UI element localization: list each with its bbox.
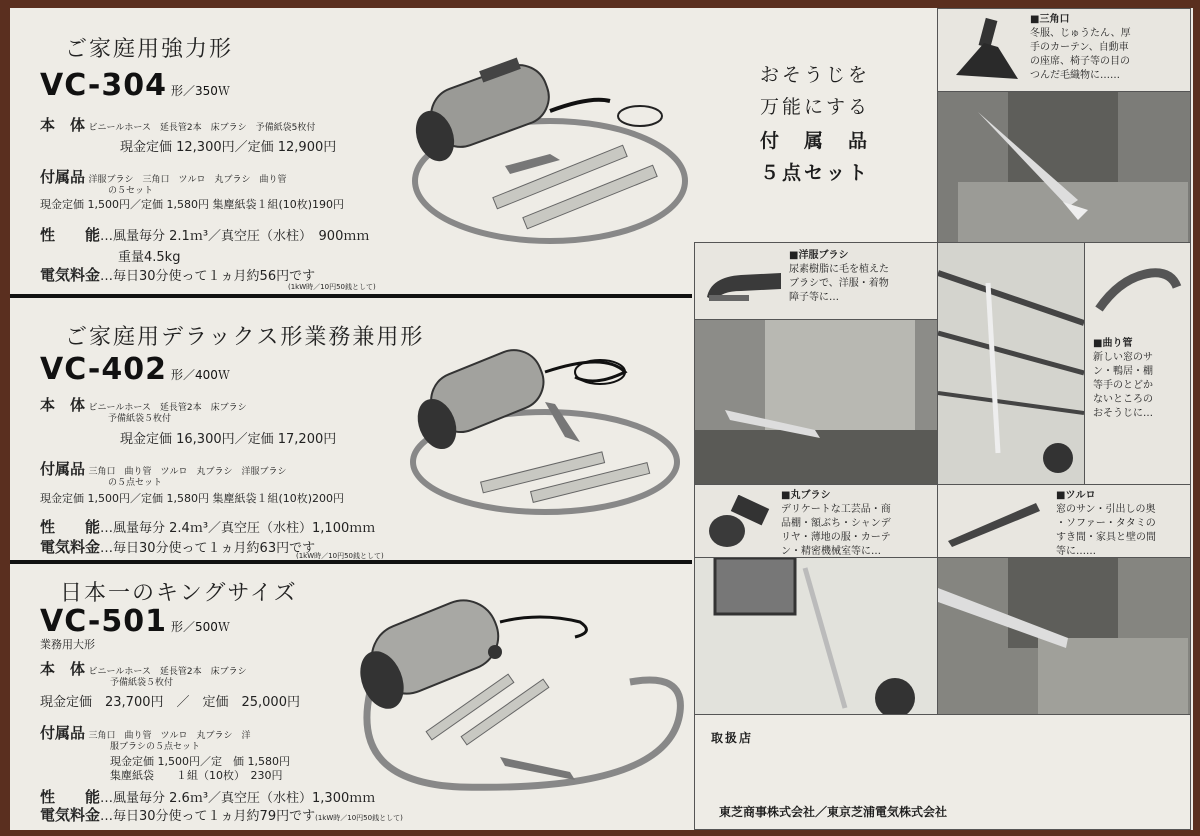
vc304-elec-row — [40, 264, 315, 285]
vc304-headline: ご家庭用強力形 — [65, 37, 234, 62]
youfuku-line: 尿素樹脂に毛を植えた — [789, 264, 889, 275]
vc304-body-items: ビニールホース 延長管2本 床ブラシ 予備紙袋5枚付 — [88, 123, 316, 133]
sankaku-title: ■三角口 — [1030, 14, 1070, 25]
tsuru-line: ・ソファー・タタミの — [1056, 518, 1156, 529]
vc304-acc-items: 洋服ブラシ 三角口 ツルロ 丸ブラシ 曲り管 — [88, 175, 287, 185]
vc402-elec-label: 電気料金 — [40, 538, 101, 556]
vc501-perf: …風量毎分 2.6ｍ³／真空圧（水柱）1,300ｍｍ — [100, 791, 376, 806]
accessory-panels — [692, 8, 1193, 830]
sankaku-line: 手のカーテン、自動車 — [1030, 42, 1129, 53]
vc402-perf-label: 性 能 — [40, 518, 101, 536]
vc402-acc-row — [40, 458, 287, 479]
magari-line: ン・鴨居・棚 — [1093, 366, 1153, 377]
vc402-body-items2: 予備紙袋５枚付 — [108, 414, 172, 424]
crevice-nozzle-icon — [944, 497, 1044, 547]
vc402-acc-label: 付属品 — [40, 460, 86, 478]
ceiling-photo — [937, 242, 1085, 485]
vc501-acc-items: 三角口 曲り管 ツルロ 丸ブラシ 洋 — [88, 731, 251, 741]
vc501-model-number: VC-501 — [40, 604, 167, 639]
vc402-section — [10, 298, 692, 560]
magari-line: ないところの — [1093, 394, 1153, 405]
clothes-photo-image — [695, 320, 937, 484]
vc402-acc-items2: の５点セット — [108, 478, 163, 488]
dealer-panel — [694, 714, 1191, 830]
vc501-body-items2: 予備紙袋５枚付 — [110, 678, 174, 688]
vc501-body-items: ビニールホース 延長管2本 床ブラシ — [88, 667, 247, 677]
bent-pipe-icon — [1091, 259, 1183, 317]
vc402-wattage: 形／400Ｗ — [171, 368, 230, 382]
vc501-acc-items2: 服ブラシの５点セット — [110, 742, 201, 752]
sofa-photo-image — [938, 92, 1190, 242]
clothes-brush-photo — [694, 319, 938, 485]
magari-caption — [1093, 337, 1153, 421]
vc501-section — [10, 564, 692, 830]
maru-caption — [781, 489, 891, 558]
maru-panel — [694, 484, 938, 558]
tsuru-title: ■ツルロ — [1056, 490, 1096, 501]
vc501-note: (1kW時／10円50銭として) — [315, 814, 403, 822]
product-listings — [10, 8, 692, 830]
round-brush-icon — [703, 495, 773, 551]
title-line4: ５点セット — [759, 162, 870, 184]
vc402-perf: …風量毎分 2.4ｍ³／真空圧（水柱）1,100ｍｍ — [100, 521, 376, 536]
title-line2: 万能にする — [759, 96, 870, 118]
vc501-model — [40, 604, 230, 639]
vc501-wattage: 形／500Ｗ — [171, 620, 230, 634]
sofa-crevice-photo — [937, 557, 1191, 715]
vc304-model-number: VC-304 — [40, 68, 167, 103]
magari-panel — [1084, 242, 1191, 485]
youfuku-caption — [789, 249, 889, 305]
vc501-elec: …毎日30分使って１ヵ月約79円です — [100, 809, 316, 824]
vc304-acc-row — [40, 166, 287, 187]
vc402-note: (1kW時／10円50銭として) — [296, 552, 384, 560]
maru-line: リヤ・薄地の服・カーテ — [781, 532, 891, 543]
vc304-wattage: 形／350Ｗ — [171, 84, 230, 98]
vc304-perf: …風量毎分 2.1ｍ³／真空圧（水柱） 900ｍｍ — [100, 229, 370, 244]
vc304-elec-label: 電気料金 — [40, 266, 101, 284]
frame-cleaning-photo — [694, 557, 938, 715]
youfuku-line: 障子等に… — [789, 292, 839, 303]
tsuru-line: 等に…… — [1056, 546, 1096, 557]
vc304-perf-row — [40, 224, 369, 245]
maru-line: 品棚・額ぶち・シャンデ — [781, 518, 891, 529]
tsuru-caption — [1056, 489, 1156, 558]
vc501-elec-label: 電気料金 — [40, 806, 101, 824]
maru-title: ■丸ブラシ — [781, 490, 831, 501]
vc304-acc-price: 現金定価 1,500円／定価 1,580円 集塵紙袋１組(10枚)190円 — [40, 198, 345, 211]
sofa-crevice-image — [938, 558, 1190, 714]
vc304-acc-label: 付属品 — [40, 168, 86, 186]
vc402-acc-items: 三角口 曲り管 ツルロ 丸ブラシ 洋服ブラシ — [88, 467, 287, 477]
ceiling-photo-image — [938, 243, 1084, 484]
vc501-perf-label: 性 能 — [40, 788, 101, 806]
sofa-cleaning-photo — [937, 91, 1191, 243]
vc501-subtitle: 業務用大形 — [40, 638, 95, 651]
maru-line: デリケートな工芸品・商 — [781, 504, 891, 515]
youfuku-panel — [694, 242, 938, 320]
tsuru-panel — [937, 484, 1191, 558]
vc402-model — [40, 352, 230, 387]
vc501-elec-row — [40, 804, 403, 825]
vc501-acc-price1: 現金定価 1,500円／定 価 1,580円 — [110, 755, 290, 768]
vc402-vacuum-illustration — [405, 342, 690, 522]
vc304-elec: …毎日30分使って１ヵ月約56円です — [100, 269, 316, 284]
vc402-body-label: 本 体 — [40, 396, 86, 414]
sankaku-line: の座席、椅子等の目の — [1030, 56, 1130, 67]
vc501-acc-label: 付属品 — [40, 724, 86, 742]
vc304-weight: 重量4.5kg — [118, 250, 181, 265]
vc304-model — [40, 68, 230, 103]
clothes-brush-icon — [701, 257, 785, 307]
vc304-body-label: 本 体 — [40, 116, 86, 134]
sankaku-panel — [937, 8, 1191, 92]
vc402-acc-price: 現金定価 1,500円／定価 1,580円 集塵紙袋１組(10枚)200円 — [40, 492, 345, 505]
title-panel — [694, 8, 936, 240]
vc304-acc-items2: の５セット — [108, 186, 154, 196]
title-line1: おそうじを — [759, 64, 870, 86]
youfuku-title: ■洋服ブラシ — [789, 250, 849, 261]
tsuru-line: 窓のサン・引出しの奥 — [1056, 504, 1156, 515]
vc402-perf-row — [40, 516, 375, 537]
vc402-headline: ご家庭用デラックス形業務兼用形 — [65, 325, 425, 350]
triangle-nozzle-icon — [946, 17, 1022, 83]
company-names: 東芝商事株式会社／東京芝浦電気株式会社 — [719, 805, 948, 819]
vc304-perf-label: 性 能 — [40, 226, 101, 244]
vc501-headline: 日本一のキングサイズ — [60, 581, 298, 606]
youfuku-line: ブラシで、洋服・着物 — [789, 278, 889, 289]
sankaku-line: 冬服、じゅうたん、厚 — [1030, 28, 1131, 39]
vc304-note: (1kW時／10円50銭として) — [288, 283, 376, 291]
sankaku-caption — [1030, 13, 1131, 83]
vc402-price: 現金定価 16,300円／定価 17,200円 — [120, 432, 337, 447]
dealer-label: 取扱店 — [711, 731, 754, 745]
magari-line: おそうじに… — [1093, 408, 1153, 419]
vc402-body-items: ビニールホース 延長管2本 床ブラシ — [88, 403, 247, 413]
vc402-elec-row — [40, 536, 315, 557]
vc402-model-number: VC-402 — [40, 352, 167, 387]
vc304-price: 現金定価 12,300円／定価 12,900円 — [120, 140, 337, 155]
vc402-elec: …毎日30分使って１ヵ月約63円です — [100, 541, 316, 556]
sankaku-line: つんだ毛織物に…… — [1030, 70, 1120, 81]
vc304-section — [10, 8, 692, 294]
vc501-acc-price2: 集塵紙袋 １組（10枚） 230円 — [110, 769, 283, 782]
brochure-sheet — [10, 8, 1193, 830]
vc501-price: 現金定価 23,700円 ／ 定価 25,000円 — [40, 695, 300, 710]
magari-title: ■曲り管 — [1093, 338, 1133, 349]
tsuru-line: すき間・家具と壁の間 — [1056, 532, 1156, 543]
magari-line: 等手のとどか — [1093, 380, 1153, 391]
vc501-vacuum-illustration — [340, 582, 690, 802]
magari-line: 新しい窓のサ — [1093, 352, 1153, 363]
vc501-body-label: 本 体 — [40, 660, 86, 678]
frame-photo-image — [695, 558, 937, 714]
maru-line: ン・精密機械室等に… — [781, 546, 881, 557]
title-line3: 付 属 品 — [759, 130, 870, 152]
vc304-body-row — [40, 114, 315, 135]
vc304-vacuum-illustration — [400, 56, 690, 256]
